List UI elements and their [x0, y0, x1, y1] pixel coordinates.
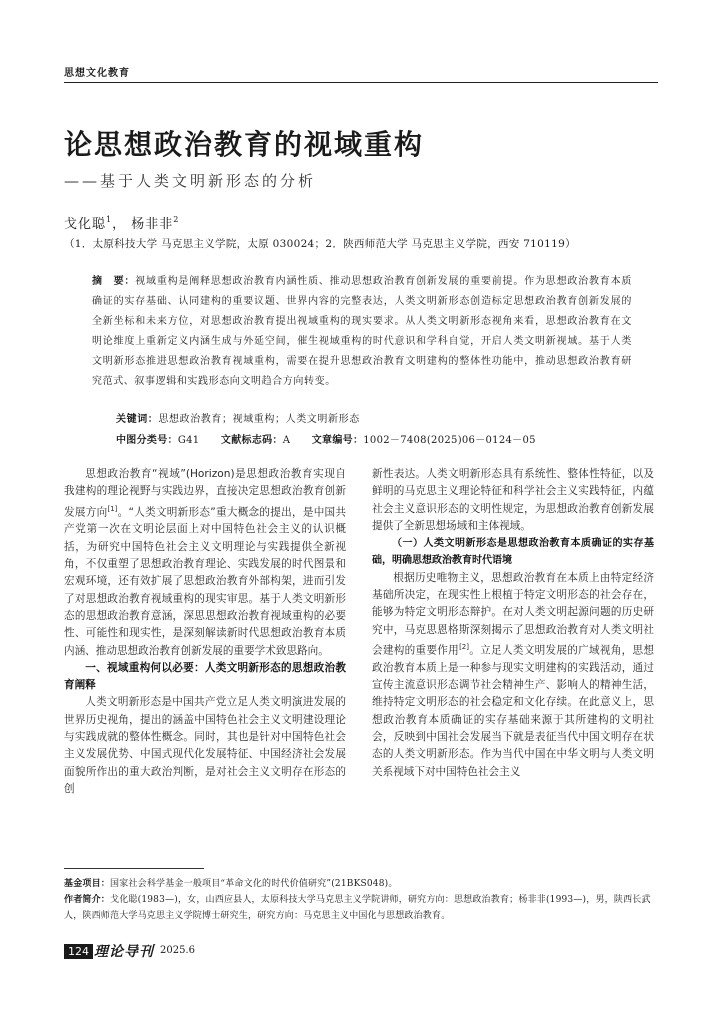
clc-label: 中图分类号： [116, 435, 178, 446]
subsection-heading: （一）人类文明新形态是思想政治教育本质确证的实存基础，明确思想政治教育时代语境 [372, 538, 654, 567]
journal-name: 理论导刊 [94, 944, 154, 960]
classification-line [116, 431, 536, 446]
author-info-label: 作者简介： [64, 895, 111, 905]
abstract-text: 视域重构是阐释思想政治教育内涵性质、推动思想政治教育创新发展的重要前提。作为思想政治教育本质确证的实存基础、认同建构的重要议题、世界内容的完整表达，人类文明新形态创造标定思想政治教育创新发展的全新坐标和未来方位，对思想政治教育提出视域重构的现实要求。从人类文明新形态视角来看，思想政治教育在文明论维度上重新定义内涵生成与外延空间，催生视域重构的时代意识和学科自觉，开启人类文明新视域。基于人类文明新形态推进思想政治教育视域重构，需要在提升思想政治教育文明建构的整体性功能中，推动思想政治教育研究范式、叙事逻辑和实践形态向文明趋合方向转变。 [92, 276, 632, 387]
doc-code-label: 文献标志码： [220, 435, 283, 446]
abstract [92, 272, 632, 392]
citation[interactable]: [2] [459, 642, 469, 651]
article-no-value: 1002－7408(2025)06－0124－05 [363, 435, 536, 446]
paragraph-text: 。“人类文明新形态”重大概念的提出，是中国共产党第一次在文明论层面上对中国特色社会主义的认识概括，为研究中国特色社会主义文明理论与实践提供全新视角，不仅重塑了思想政治教育理论、实践发展的时代图景和宏观环境，还有效扩展了思想政治教育外部构架，进而引发了对思想政治教育视域重构的现实审思。基于人类文明新形态的思想政治教育意涵，深思思想政治教育视域重构的必要性、可能性和现实性，是深刻解读新时代思想政治教育本质内涵、推动思想政治教育创新发展的重要学术致思路向。 [64, 506, 346, 657]
author-line [64, 213, 179, 232]
keywords-line [116, 410, 360, 425]
body-column-right [372, 466, 654, 781]
issue-label: 2025.6 [160, 945, 195, 956]
author-name: 杨非非 [131, 217, 174, 232]
author-footnote [64, 892, 658, 924]
abstract-label: 摘 要： [92, 276, 136, 287]
header-rule [64, 82, 658, 83]
keywords-label: 关键词： [116, 414, 159, 425]
paragraph [372, 570, 654, 781]
paragraph-text: 思想政治教育“视域”(Horizon)是思想政治教育实现自我建构的理论视野与实践边界，直接决定思想政治教育创新发展方向 [64, 468, 346, 519]
author-mark: 1 [106, 215, 113, 224]
clc-value: G41 [177, 435, 200, 446]
author-info-text: 戈化聪(1983—)，女，山西应县人，太原科技大学马克思主义学院讲师，研究方向：思想政治教育；杨非非(1993—)，男，陕西长武人，陕西师范大学马克思主义学院博士研究生，研究方向：马克思主义中国化与思想政治教育。 [64, 895, 651, 921]
author-mark: 2 [173, 215, 180, 224]
fund-label: 基金项目： [64, 879, 111, 889]
author-separator: ， [112, 217, 127, 232]
paragraph: 新性表达。人类文明新形态具有系统性、整体性特征，以及鲜明的马克思主义理论特征和科学社会主义实践特征，内蕴社会主义意识形态的文明性规定，为思想政治教育创新发展提供了全新思想场域和主体视域。 [372, 468, 654, 532]
article-subtitle: ——基于人类文明新形态的分析 [64, 172, 317, 190]
article-no-label: 文章编号： [311, 435, 364, 446]
fund-footnote [64, 876, 658, 892]
section-heading: 一、视域重构何以必要：人类文明新形态的思想政治教育阐释 [64, 661, 346, 692]
paragraph: 人类文明新形态是中国共产党立足人类文明演进发展的世界历史视角，提出的涵盖中国特色社会主义文明建设理论与实践成就的整体性概念。同时，其也是针对中国特色社会主义发展优势、中国式现代化发展特征、中国经济社会发展面貌所作出的重大政治判断，是对社会主义文明存在形态的创 [64, 696, 346, 795]
running-head: 思想文化教育 [64, 68, 130, 79]
paragraph-text: 根据历史唯物主义，思想政治教育在本质上由特定经济基础所决定，在现实性上根植于特定文明形态的社会存在，能够为特定文明形态辩护。在对人类文明起源问题的历史研究中，马克思恩格斯深刻揭示了思想政治教育对人类文明社会建构的重要作用 [372, 571, 654, 657]
article-title: 论思想政治教育的视域重构 [64, 128, 425, 161]
doc-code-value: A [282, 435, 291, 446]
author-name: 戈化聪 [64, 217, 107, 232]
paragraph-text: 。立足人类文明发展的广域视角，思想政治教育本质上是一种参与现实文明建构的实践活动，通过宣传主流意识形态调节社会精神生产、影响人的精神生活，维持特定文明形态的社会稳定和文化存续。在此意义上，思想政治教育本质确证的实存基础来源于其所建构的文明社会，反映到中国社会发展当下就是表征当代中国文明存在状态的人类文明新形态。作为当代中国在中华文明与人类文明关系视域下对中国特色社会主义 [372, 644, 655, 778]
body-column-left [64, 466, 346, 798]
paragraph [64, 466, 346, 660]
keywords: 思想政治教育；视域重构；人类文明新形态 [158, 414, 360, 425]
citation[interactable]: [1] [107, 504, 118, 513]
footnote-rule [64, 868, 204, 869]
page-number: 124 [64, 944, 93, 959]
affiliation: （1．太原科技大学 马克思主义学院，太原 030024；2．陕西师范大学 马克思主义学院，西安 710119） [64, 238, 576, 250]
fund-text: 国家社会科学基金一般项目“革命文化的时代价值研究”(21BKS048)。 [110, 879, 398, 889]
